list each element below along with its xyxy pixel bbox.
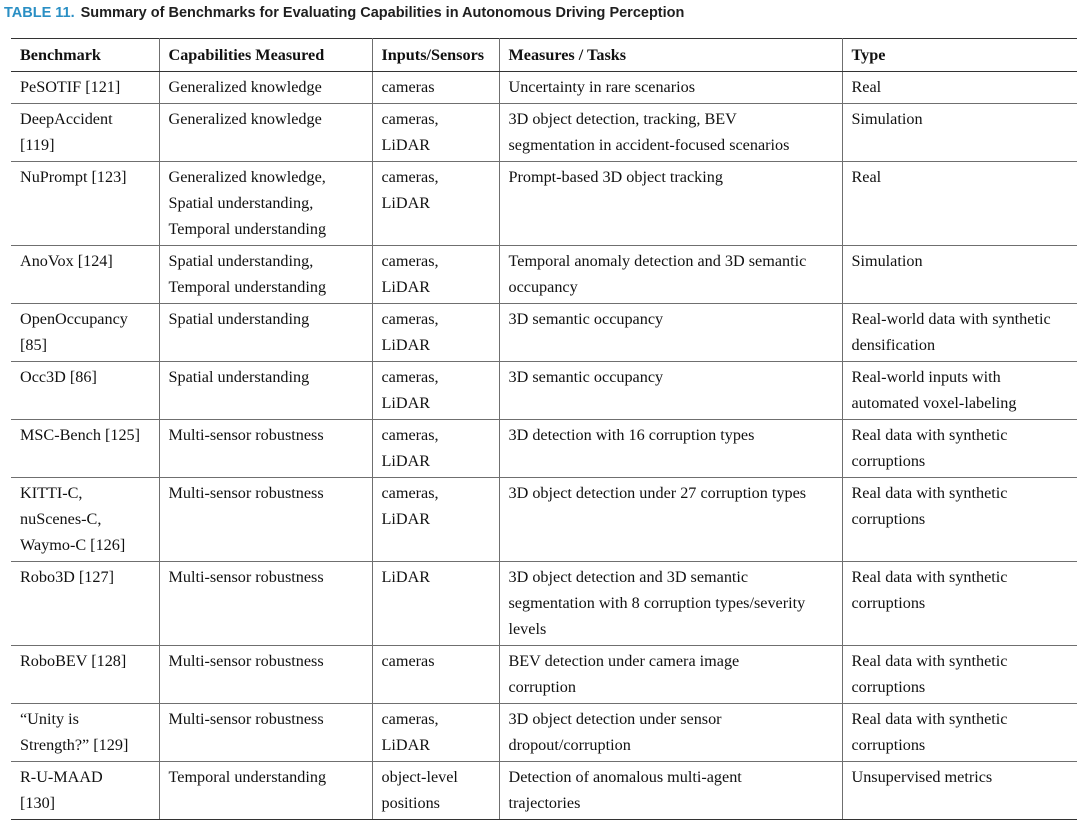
cell-capabilities: Generalized knowledge — [159, 104, 372, 162]
table-row — [11, 704, 1077, 762]
cell-benchmark: R-U-MAAD [130] — [11, 762, 159, 820]
cell-type: Real data with synthetic corruptions — [842, 420, 1077, 478]
cell-inputs: cameras, LiDAR — [372, 704, 499, 762]
cell-inputs: cameras, LiDAR — [372, 104, 499, 162]
cell-capabilities: Multi-sensor robustness — [159, 646, 372, 704]
cell-capabilities: Spatial understanding — [159, 304, 372, 362]
cell-benchmark: “Unity is Strength?” [129] — [11, 704, 159, 762]
table-row — [11, 72, 1077, 104]
header-measures: Measures / Tasks — [499, 39, 842, 72]
cell-measures: 3D object detection, tracking, BEV segmentation in accident-focused scenarios — [499, 104, 842, 162]
cell-capabilities: Spatial understanding, Temporal understanding — [159, 246, 372, 304]
cell-measures: 3D detection with 16 corruption types — [499, 420, 842, 478]
table-row — [11, 762, 1077, 820]
header-inputs: Inputs/Sensors — [372, 39, 499, 72]
cell-benchmark: AnoVox [124] — [11, 246, 159, 304]
cell-capabilities: Multi-sensor robustness — [159, 562, 372, 646]
table-row — [11, 304, 1077, 362]
table-row — [11, 562, 1077, 646]
cell-capabilities: Spatial understanding — [159, 362, 372, 420]
cell-inputs: cameras, LiDAR — [372, 420, 499, 478]
cell-benchmark: MSC-Bench [125] — [11, 420, 159, 478]
cell-benchmark: KITTI-C, nuScenes-C, Waymo-C [126] — [11, 478, 159, 562]
cell-type: Real data with synthetic corruptions — [842, 704, 1077, 762]
cell-benchmark: DeepAccident [119] — [11, 104, 159, 162]
cell-type: Real-world data with synthetic densification — [842, 304, 1077, 362]
cell-type: Real — [842, 72, 1077, 104]
cell-measures: Uncertainty in rare scenarios — [499, 72, 842, 104]
table-row — [11, 420, 1077, 478]
cell-benchmark: OpenOccupancy [85] — [11, 304, 159, 362]
cell-type: Real data with synthetic corruptions — [842, 562, 1077, 646]
table-row — [11, 478, 1077, 562]
table-row — [11, 646, 1077, 704]
cell-benchmark: Occ3D [86] — [11, 362, 159, 420]
table-row — [11, 246, 1077, 304]
cell-capabilities: Generalized knowledge, Spatial understanding, Temporal understanding — [159, 162, 372, 246]
table-caption — [4, 5, 684, 21]
header-capabilities: Capabilities Measured — [159, 39, 372, 72]
cell-measures: 3D object detection under sensor dropout/corruption — [499, 704, 842, 762]
cell-inputs: cameras — [372, 72, 499, 104]
header-type: Type — [842, 39, 1077, 72]
cell-benchmark: Robo3D [127] — [11, 562, 159, 646]
table-row — [11, 362, 1077, 420]
cell-type: Real data with synthetic corruptions — [842, 646, 1077, 704]
cell-type: Real — [842, 162, 1077, 246]
cell-inputs: cameras — [372, 646, 499, 704]
cell-inputs: object-level positions — [372, 762, 499, 820]
cell-benchmark: PeSOTIF [121] — [11, 72, 159, 104]
cell-type: Simulation — [842, 246, 1077, 304]
cell-measures: Prompt-based 3D object tracking — [499, 162, 842, 246]
cell-capabilities: Multi-sensor robustness — [159, 420, 372, 478]
table-row — [11, 162, 1077, 246]
cell-capabilities: Generalized knowledge — [159, 72, 372, 104]
cell-measures: Detection of anomalous multi-agent trajectories — [499, 762, 842, 820]
cell-measures: 3D object detection and 3D semantic segmentation with 8 corruption types/severity levels — [499, 562, 842, 646]
cell-measures: BEV detection under camera image corruption — [499, 646, 842, 704]
cell-measures: 3D object detection under 27 corruption types — [499, 478, 842, 562]
table-caption-title: Summary of Benchmarks for Evaluating Capabilities in Autonomous Driving Perception — [80, 5, 685, 21]
cell-type: Real data with synthetic corruptions — [842, 478, 1077, 562]
cell-benchmark: RoboBEV [128] — [11, 646, 159, 704]
cell-capabilities: Multi-sensor robustness — [159, 478, 372, 562]
cell-inputs: cameras, LiDAR — [372, 304, 499, 362]
cell-inputs: cameras, LiDAR — [372, 246, 499, 304]
header-benchmark: Benchmark — [11, 39, 159, 72]
cell-type: Simulation — [842, 104, 1077, 162]
cell-benchmark: NuPrompt [123] — [11, 162, 159, 246]
cell-type: Unsupervised metrics — [842, 762, 1077, 820]
cell-measures: Temporal anomaly detection and 3D semantic occupancy — [499, 246, 842, 304]
cell-type: Real-world inputs with automated voxel-labeling — [842, 362, 1077, 420]
cell-inputs: cameras, LiDAR — [372, 362, 499, 420]
header-row — [11, 39, 1077, 72]
cell-inputs: LiDAR — [372, 562, 499, 646]
cell-inputs: cameras, LiDAR — [372, 478, 499, 562]
cell-capabilities: Temporal understanding — [159, 762, 372, 820]
benchmark-table — [11, 38, 1077, 820]
table-body — [11, 72, 1077, 820]
table-caption-label: TABLE 11. — [4, 5, 75, 21]
table-header — [11, 39, 1077, 72]
cell-inputs: cameras, LiDAR — [372, 162, 499, 246]
cell-capabilities: Multi-sensor robustness — [159, 704, 372, 762]
table-row — [11, 104, 1077, 162]
cell-measures: 3D semantic occupancy — [499, 362, 842, 420]
cell-measures: 3D semantic occupancy — [499, 304, 842, 362]
